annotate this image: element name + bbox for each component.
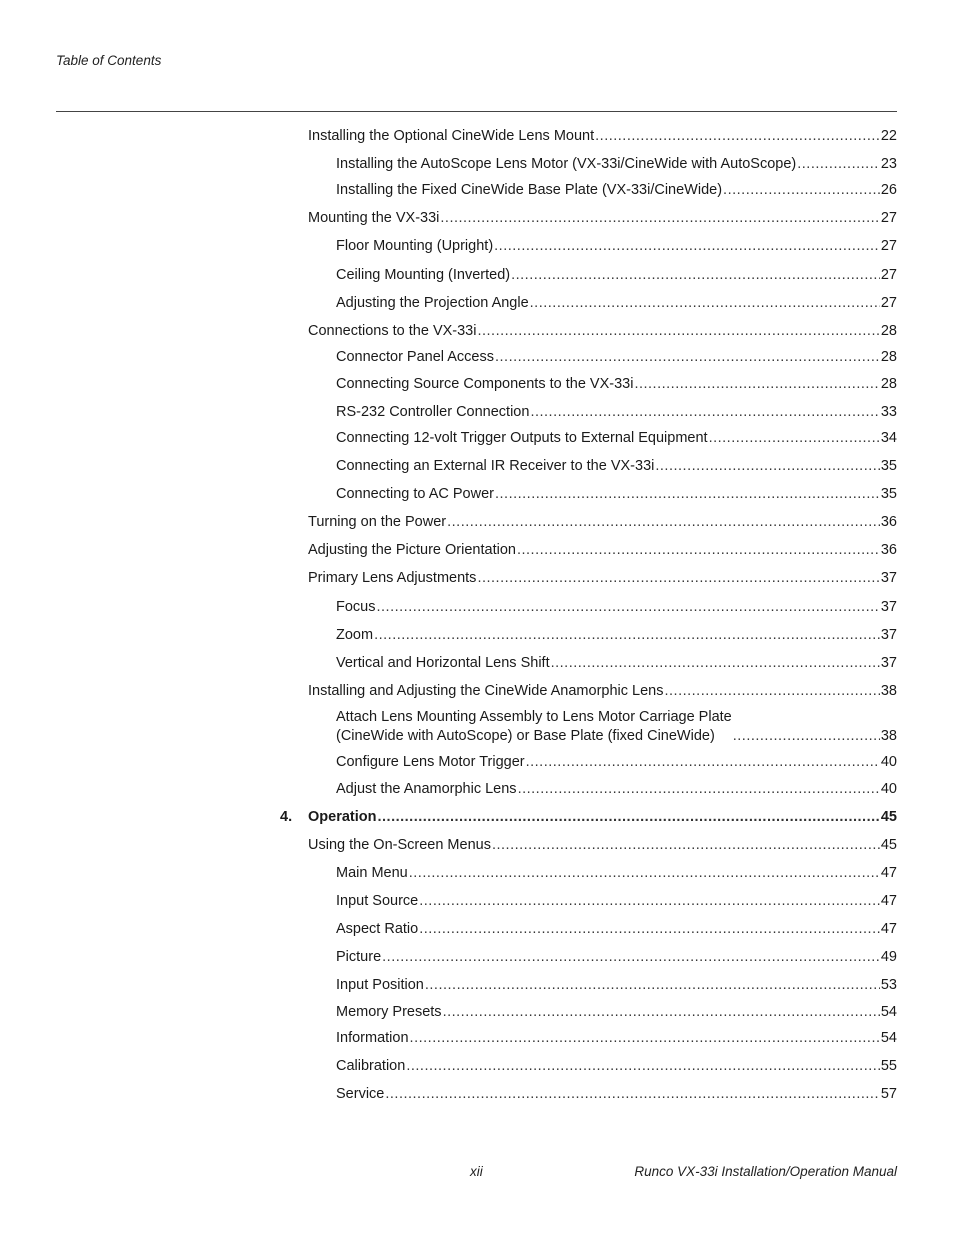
dot-leader	[440, 209, 879, 228]
dot-leader	[406, 1057, 880, 1076]
toc-entry-connector-panel-access[interactable]	[336, 348, 897, 367]
dot-leader	[530, 294, 880, 313]
toc-entry-page: 40	[880, 781, 897, 797]
toc-entry-floor-mounting[interactable]	[336, 237, 897, 256]
chapter-number: 4.	[280, 809, 293, 825]
toc-entry-page: 37	[880, 655, 897, 671]
toc-entry-title: Mounting the VX-33i	[308, 210, 440, 226]
toc-entry-title: Primary Lens Adjustments	[308, 570, 477, 586]
toc-entry-page: 54	[880, 1030, 897, 1046]
toc-entry-title: Service	[336, 1086, 385, 1102]
dot-leader	[530, 403, 879, 422]
toc-entry-title: Floor Mounting (Upright)	[336, 238, 494, 254]
toc-entry-title-line: (CineWide with AutoScope) or Base Plate (fixed CineWide)	[336, 728, 715, 744]
toc-entry-title: Vertical and Horizontal Lens Shift	[336, 655, 550, 671]
toc-entry-title: Installing the AutoScope Lens Motor (VX-33i/CineWide with AutoScope)	[336, 156, 797, 172]
toc-entry-title: Connections to the VX-33i	[308, 323, 477, 339]
toc-entry-page: 26	[880, 182, 897, 198]
dot-leader	[518, 780, 880, 799]
toc-entry-page: 47	[880, 865, 897, 881]
toc-entry-page: 37	[880, 627, 897, 643]
toc-entry-title: Installing the Fixed CineWide Base Plate (VX-33i/CineWide)	[336, 182, 723, 198]
toc-entry-page: 36	[880, 542, 897, 558]
dot-leader	[655, 457, 879, 476]
toc-entry-title: Ceiling Mounting (Inverted)	[336, 267, 511, 283]
dot-leader	[447, 513, 880, 532]
toc-entry-on-screen-menus[interactable]	[308, 836, 897, 855]
toc-entry-turning-on-power[interactable]	[308, 513, 897, 532]
toc-entry-title: Using the On-Screen Menus	[308, 837, 491, 853]
toc-entry-page: 35	[880, 458, 897, 474]
toc-entry-connecting-source-components[interactable]	[336, 375, 897, 394]
footer-manual-title: Runco VX-33i Installation/Operation Manual	[634, 1164, 897, 1179]
dot-leader	[443, 1003, 880, 1022]
toc-entry-page: 47	[880, 893, 897, 909]
toc-entry-attach-lens-mounting-assembly[interactable]	[336, 708, 897, 746]
dot-leader	[709, 429, 880, 448]
footer-page-number: xii	[470, 1164, 483, 1179]
toc-entry-mounting[interactable]	[308, 209, 897, 228]
toc-entry-optional-cinewide-lens-mount[interactable]	[308, 127, 897, 146]
toc-entry-page: 49	[880, 949, 897, 965]
toc-entry-aspect-ratio[interactable]	[336, 920, 897, 939]
toc-entry-adjust-anamorphic-lens[interactable]	[336, 780, 897, 799]
toc-entry-picture[interactable]	[336, 948, 897, 967]
toc-entry-rs232-controller[interactable]	[336, 403, 897, 422]
toc-entry-page: 45	[880, 809, 897, 825]
toc-entry-page: 27	[880, 210, 897, 226]
dot-leader	[419, 920, 880, 939]
toc-entry-zoom[interactable]	[336, 626, 897, 645]
toc-entry-title: Installing and Adjusting the CineWide Anamorphic Lens	[308, 683, 664, 699]
dot-leader	[526, 753, 880, 772]
dot-leader	[517, 541, 880, 560]
toc-entry-page: 40	[880, 754, 897, 770]
toc-entry-title: Aspect Ratio	[336, 921, 419, 937]
toc-entry-title: Configure Lens Motor Trigger	[336, 754, 525, 770]
toc-entry-page: 28	[880, 323, 897, 339]
toc-entry-title: Adjust the Anamorphic Lens	[336, 781, 517, 797]
dot-leader	[377, 598, 880, 617]
toc-entry-page: 33	[880, 404, 897, 420]
toc-entry-page: 37	[880, 599, 897, 615]
toc-entry-12v-trigger-outputs[interactable]	[336, 429, 897, 448]
toc-entry-primary-lens-adjustments[interactable]	[308, 569, 897, 588]
toc-entry-lens-shift[interactable]	[336, 654, 897, 673]
dot-leader	[733, 727, 880, 746]
toc-entry-page: 34	[880, 430, 897, 446]
toc-entry-title: Adjusting the Projection Angle	[336, 295, 529, 311]
toc-entry-main-menu[interactable]	[336, 864, 897, 883]
toc-entry-page: 57	[880, 1086, 897, 1102]
toc-entry-title: Installing the Optional CineWide Lens Mount	[308, 128, 595, 144]
dot-leader	[495, 485, 880, 504]
toc-entry-page: 53	[880, 977, 897, 993]
toc-entry-information[interactable]	[336, 1029, 897, 1048]
toc-entry-title	[336, 708, 732, 746]
toc-entry-calibration[interactable]	[336, 1057, 897, 1076]
toc-entry-fixed-cinewide-base-plate[interactable]	[336, 181, 897, 200]
toc-entry-title: Main Menu	[336, 865, 408, 881]
toc-entry-page: 28	[880, 376, 897, 392]
toc-entry-page: 38	[880, 683, 897, 699]
dot-leader	[634, 375, 879, 394]
dot-leader	[551, 654, 880, 673]
toc-entry-title: Connecting Source Components to the VX-33i	[336, 376, 634, 392]
dot-leader	[495, 348, 880, 367]
dot-leader	[477, 569, 879, 588]
toc-entry-cinewide-anamorphic-lens[interactable]	[308, 682, 897, 701]
toc-entry-page: 55	[880, 1058, 897, 1074]
toc-entry-memory-presets[interactable]	[336, 1003, 897, 1022]
toc-entry-input-position[interactable]	[336, 976, 897, 995]
toc-entry-title: Calibration	[336, 1058, 406, 1074]
toc-entry-page: 27	[880, 238, 897, 254]
toc-entry-title: Connecting to AC Power	[336, 486, 494, 502]
toc-entry-page: 54	[880, 1004, 897, 1020]
toc-entry-title: Connecting 12-volt Trigger Outputs to External Equipment	[336, 430, 708, 446]
toc-entry-title: Focus	[336, 599, 376, 615]
dot-leader	[425, 976, 880, 995]
toc-entry-page: 37	[880, 570, 897, 586]
dot-leader	[511, 266, 880, 285]
toc-entry-title-line: Attach Lens Mounting Assembly to Lens Motor Carriage Plate	[336, 709, 732, 725]
toc-entry-page: 27	[880, 295, 897, 311]
toc-entry-title: Connector Panel Access	[336, 349, 494, 365]
toc-entry-title: RS-232 Controller Connection	[336, 404, 530, 420]
toc-entry-focus[interactable]	[336, 598, 897, 617]
dot-leader	[797, 155, 880, 174]
toc-entry-page: 47	[880, 921, 897, 937]
dot-leader	[664, 682, 879, 701]
dot-leader	[409, 864, 880, 883]
running-head: Table of Contents	[56, 53, 162, 68]
toc-entry-page: 23	[880, 156, 897, 172]
dot-leader	[382, 948, 880, 967]
toc-entry-page: 35	[880, 486, 897, 502]
toc-entry-picture-orientation[interactable]	[308, 541, 897, 560]
dot-leader	[385, 1085, 880, 1104]
toc-entry-title: Zoom	[336, 627, 374, 643]
toc-entry-connections[interactable]	[308, 322, 897, 341]
toc-entry-external-ir-receiver[interactable]	[336, 457, 897, 476]
toc-entry-title: Adjusting the Picture Orientation	[308, 542, 516, 558]
toc-entry-page: 28	[880, 349, 897, 365]
toc-entry-title: Connecting an External IR Receiver to the VX-33i	[336, 458, 655, 474]
toc-entry-page: 22	[880, 128, 897, 144]
dot-leader	[374, 626, 880, 645]
toc-entry-projection-angle[interactable]	[336, 294, 897, 313]
toc-entry-title: Input Position	[336, 977, 424, 993]
toc-entry-page: 27	[880, 267, 897, 283]
toc-entry-lens-motor-trigger[interactable]	[336, 753, 897, 772]
dot-leader	[595, 127, 880, 146]
dot-leader	[377, 808, 879, 827]
toc-entry-title: Information	[336, 1030, 409, 1046]
toc-chapter-operation[interactable]	[308, 808, 897, 827]
dot-leader	[410, 1029, 880, 1048]
dot-leader	[723, 181, 880, 200]
dot-leader	[477, 322, 879, 341]
toc-entry-title: Turning on the Power	[308, 514, 447, 530]
toc-entry-page: 38	[880, 728, 897, 744]
toc-entry-title: Memory Presets	[336, 1004, 442, 1020]
dot-leader	[419, 892, 880, 911]
toc-entry-page: 45	[880, 837, 897, 853]
toc-entry-title: Picture	[336, 949, 382, 965]
toc-entry-title: Operation	[308, 809, 377, 825]
dot-leader	[492, 836, 880, 855]
toc-entry-ac-power[interactable]	[336, 485, 897, 504]
toc-entry-page: 36	[880, 514, 897, 530]
toc-entry-autoscope-lens-motor[interactable]	[336, 155, 897, 174]
toc-entry-ceiling-mounting[interactable]	[336, 266, 897, 285]
header-rule	[56, 111, 897, 112]
toc-entry-title: Input Source	[336, 893, 419, 909]
dot-leader	[494, 237, 880, 256]
toc-entry-service[interactable]	[336, 1085, 897, 1104]
toc-entry-input-source[interactable]	[336, 892, 897, 911]
